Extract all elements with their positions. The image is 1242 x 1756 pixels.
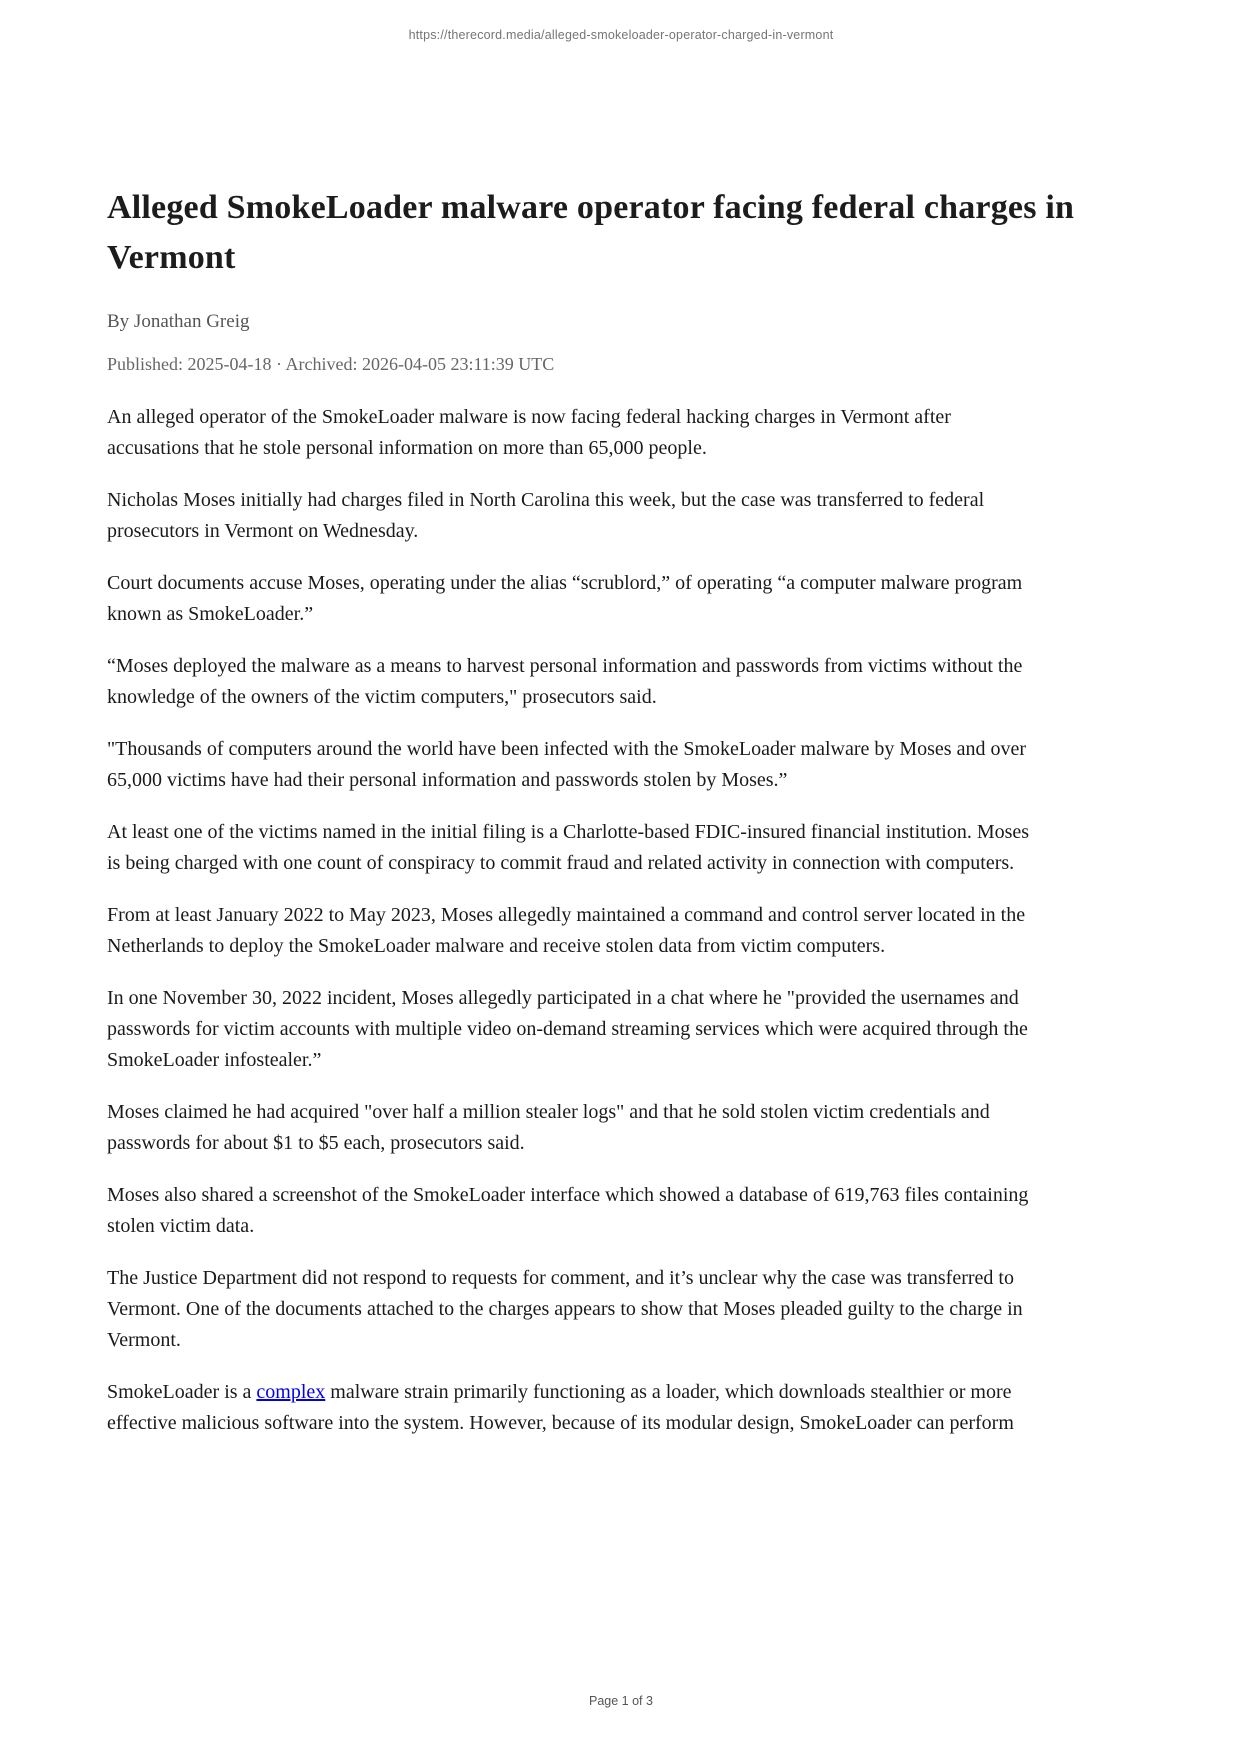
article-paragraph bbox=[107, 1377, 1039, 1439]
article-paragraph: Moses also shared a screenshot of the SmokeLoader interface which showed a database of 619,763 files containing stolen victim data. bbox=[107, 1184, 1029, 1237]
paragraph-text: SmokeLoader is a bbox=[107, 1381, 257, 1403]
page-number: Page 1 of 3 bbox=[589, 1694, 653, 1708]
complex-link[interactable]: complex bbox=[256, 1381, 326, 1403]
article-body bbox=[107, 402, 1135, 1439]
article-paragraph: “Moses deployed the malware as a means to harvest personal information and passwords from victims without the knowledge of the owners of the victim computers," prosecutors said. bbox=[107, 655, 1023, 708]
article-paragraph: Nicholas Moses initially had charges filed in North Carolina this week, but the case was transferred to federal prosecutors in Vermont on Wednesday. bbox=[107, 489, 985, 542]
print-url-header: https://therecord.media/alleged-smokeloader-operator-charged-in-vermont bbox=[408, 28, 834, 42]
article-paragraph: Court documents accuse Moses, operating under the alias “scrublord,” of operating “a computer malware program known as SmokeLoader.” bbox=[107, 572, 1023, 625]
article-paragraph: The Justice Department did not respond to requests for comment, and it’s unclear why the case was transferred to Vermont. One of the documents attached to the charges appears to show that Moses pleaded guilty to the charge in Vermont. bbox=[107, 1267, 1023, 1351]
article-paragraph: An alleged operator of the SmokeLoader malware is now facing federal hacking charges in Vermont after accusations that he stole personal information on more than 65,000 people. bbox=[107, 406, 951, 459]
article-paragraph: Moses claimed he had acquired "over half a million stealer logs" and that he sold stolen victim credentials and passwords for about $1 to $5 each, prosecutors said. bbox=[107, 1101, 990, 1154]
article-paragraph: "Thousands of computers around the world have been infected with the SmokeLoader malware by Moses and over 65,000 victims have had their personal information and passwords stolen by Moses.” bbox=[107, 738, 1027, 791]
article-paragraph: In one November 30, 2022 incident, Moses allegedly participated in a chat where he "provided the usernames and passwords for victim accounts with multiple video on-demand streaming services which were acquired through the SmokeLoader infostealer.” bbox=[107, 987, 1028, 1071]
article-paragraph: At least one of the victims named in the initial filing is a Charlotte-based FDIC-insured financial institution. Moses is being charged with one count of conspiracy to commit fraud and related activity in connection with computers. bbox=[107, 821, 1030, 874]
article-title: Alleged SmokeLoader malware operator facing federal charges in Vermont bbox=[107, 189, 1075, 276]
article bbox=[107, 0, 1135, 1460]
article-byline: By Jonathan Greig bbox=[107, 311, 250, 332]
paragraph-text: malware strain primarily functioning as a loader, which downloads stealthier or more effective malicious software into the system. However, because of its modular design, SmokeLoader can perform bbox=[107, 1381, 1014, 1434]
article-published-meta: Published: 2025-04-18 · Archived: 2026-04-05 23:11:39 UTC bbox=[107, 354, 555, 374]
article-paragraph: From at least January 2022 to May 2023, Moses allegedly maintained a command and control server located in the Netherlands to deploy the SmokeLoader malware and receive stolen data from victim computers. bbox=[107, 904, 1026, 957]
